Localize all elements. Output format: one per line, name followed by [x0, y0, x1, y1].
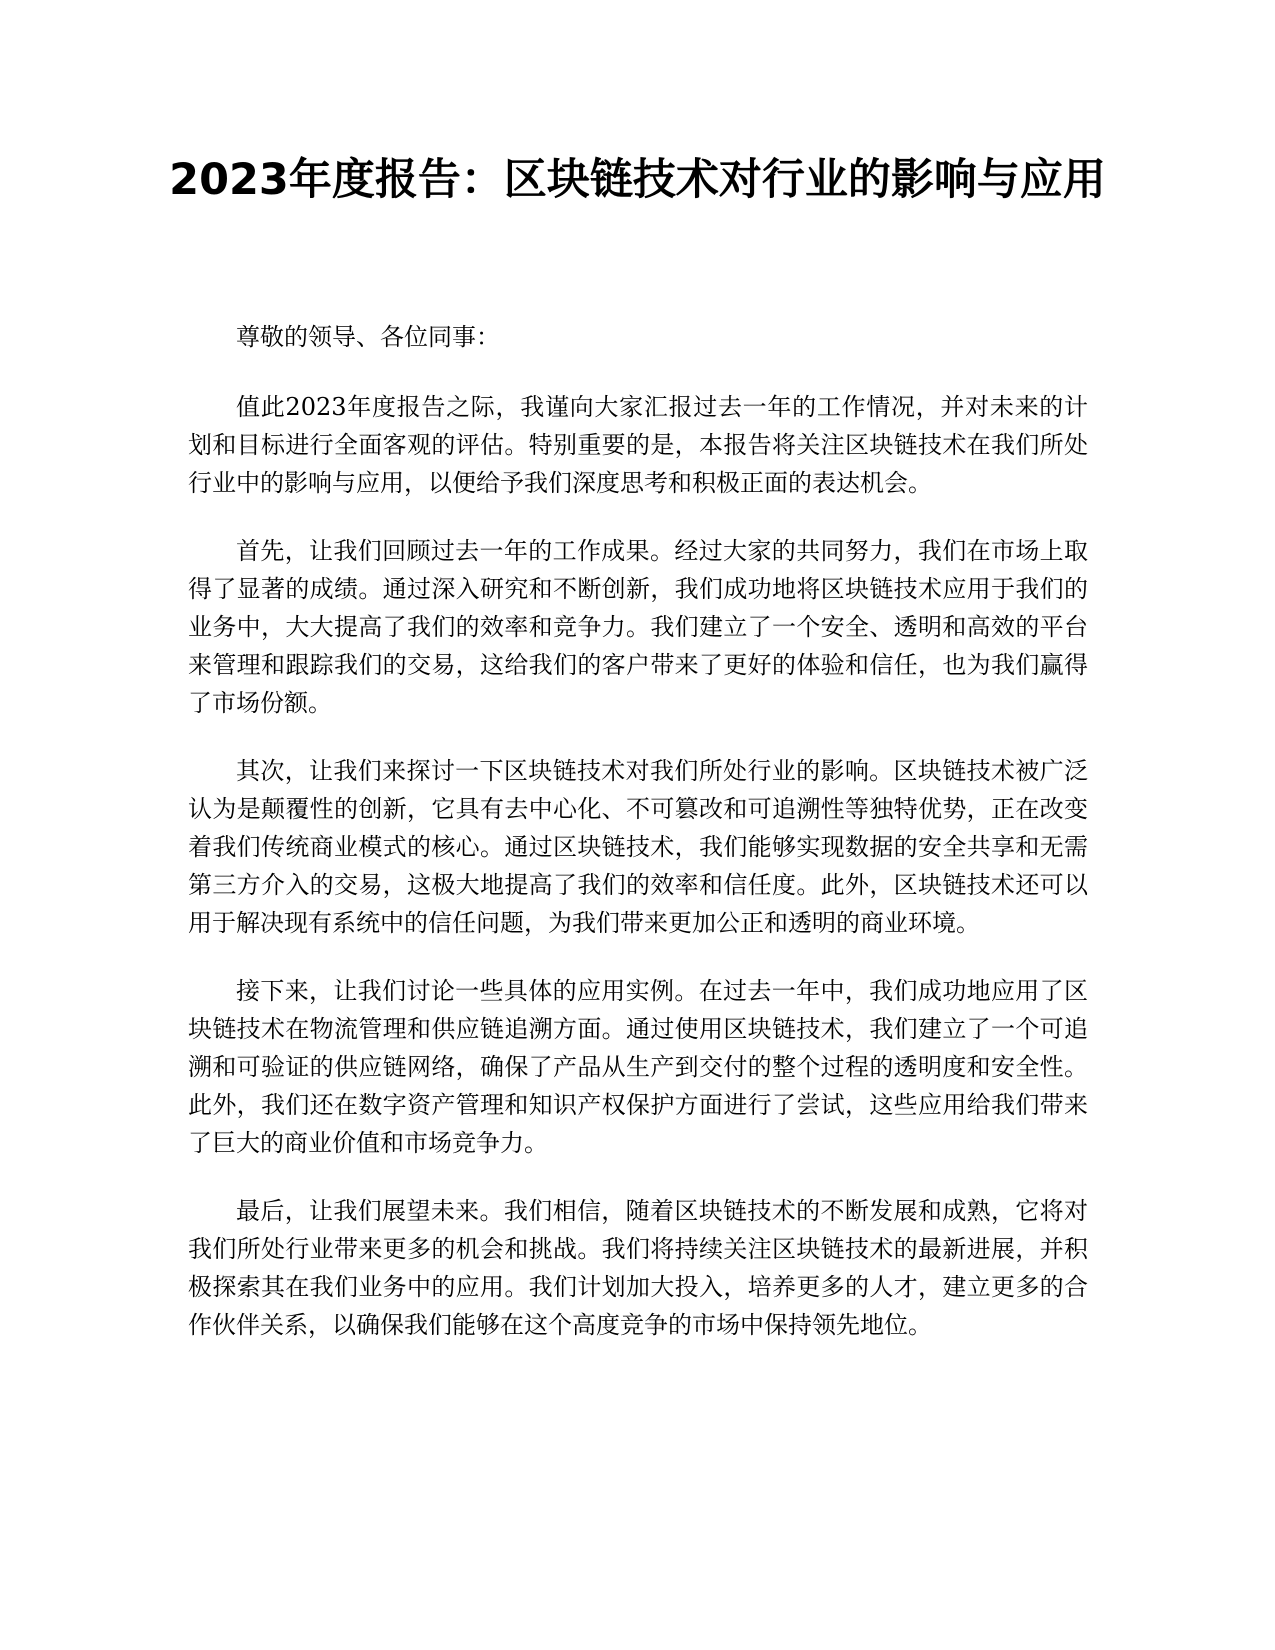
paragraph-applications: 接下来，让我们讨论一些具体的应用实例。在过去一年中，我们成功地应用了区块链技术在物流管理和供应链追溯方面。通过使用区块链技术，我们建立了一个可追溯和可验证的供应链网络，确保了产品从生产到交付的整个过程的透明度和安全性。此外，我们还在数字资产管理和知识产权保护方面进行了尝试，这些应用给我们带来了巨大的商业价值和市场竞争力。	[188, 977, 1088, 1157]
document-body	[188, 318, 1088, 1374]
document-title: 2023年度报告：区块链技术对行业的影响与应用	[169, 155, 1106, 205]
paragraph-outlook: 最后，让我们展望未来。我们相信，随着区块链技术的不断发展和成熟，它将对我们所处行业带来更多的机会和挑战。我们将持续关注区块链技术的最新进展，并积极探索其在我们业务中的应用。我们计划加大投入，培养更多的人才，建立更多的合作伙伴关系，以确保我们能够在这个高度竞争的市场中保持领先地位。	[188, 1197, 1088, 1339]
paragraph-intro: 值此2023年度报告之际，我谨向大家汇报过去一年的工作情况，并对未来的计划和目标进行全面客观的评估。特别重要的是，本报告将关注区块链技术在我们所处行业中的影响与应用，以便给予我们深度思考和积极正面的表达机会。	[188, 393, 1088, 497]
greeting: 尊敬的领导、各位同事：	[236, 323, 500, 351]
paragraph-industry-impact: 其次，让我们来探讨一下区块链技术对我们所处行业的影响。区块链技术被广泛认为是颠覆性的创新，它具有去中心化、不可篡改和可追溯性等独特优势，正在改变着我们传统商业模式的核心。通过区块链技术，我们能够实现数据的安全共享和无需第三方介入的交易，这极大地提高了我们的效率和信任度。此外，区块链技术还可以用于解决现有系统中的信任问题，为我们带来更加公正和透明的商业环境。	[188, 757, 1088, 937]
paragraph-achievements: 首先，让我们回顾过去一年的工作成果。经过大家的共同努力，我们在市场上取得了显著的成绩。通过深入研究和不断创新，我们成功地将区块链技术应用于我们的业务中，大大提高了我们的效率和竞争力。我们建立了一个安全、透明和高效的平台来管理和跟踪我们的交易，这给我们的客户带来了更好的体验和信任，也为我们赢得了市场份额。	[188, 537, 1088, 717]
